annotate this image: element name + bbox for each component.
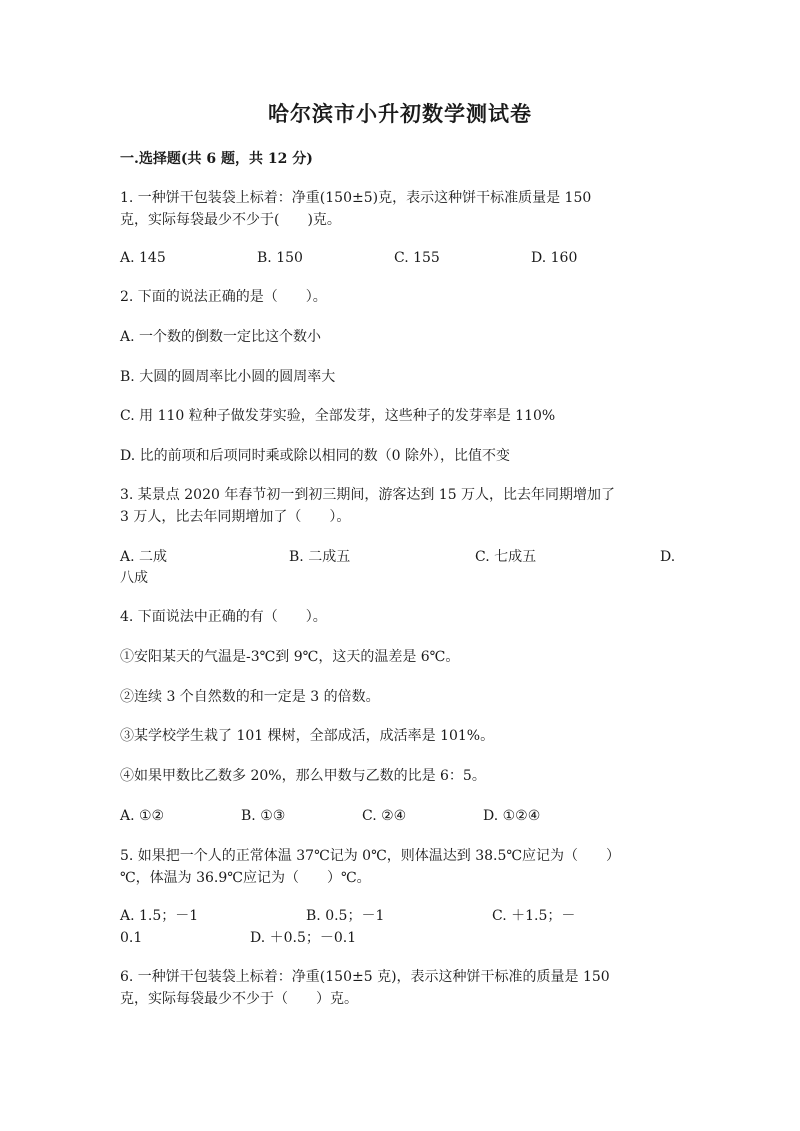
question-2-line-1: 2. 下面的说法正确的是（ ）。	[120, 289, 327, 305]
question-3-option-b: B. 二成五	[289, 549, 351, 565]
question-4-option-b: B. ①③	[241, 808, 286, 824]
question-3-option-a: A. 二成	[120, 549, 168, 565]
question-5-line-2: ℃，体温为 36.9℃应记为（ ）℃。	[120, 870, 371, 886]
question-1-option-a: A. 145	[120, 250, 166, 266]
question-4-statement-1: ①安阳某天的气温是-3℃到 9℃，这天的温差是 6℃。	[120, 649, 460, 665]
question-5-option-c: C. ＋1.5；－	[492, 908, 576, 924]
question-4-statement-4: ④如果甲数比乙数多 20%，那么甲数与乙数的比是 6：5。	[120, 768, 486, 784]
question-4-option-a: A. ①②	[120, 808, 165, 824]
question-3-line-2: 3 万人，比去年同期增加了（ ）。	[120, 509, 351, 525]
question-3-option-d-text: 八成	[120, 570, 148, 586]
question-4-line-1: 4. 下面说法中正确的有（ ）。	[120, 609, 327, 625]
question-5-line-1: 5. 如果把一个人的正常体温 37℃记为 0℃，则体温达到 38.5℃应记为（ ）	[120, 848, 621, 864]
question-6-line-2: 克，实际每袋最少不少于（ ）克。	[120, 991, 358, 1007]
question-4-statement-3: ③某学校学生栽了 101 棵树，全部成活，成活率是 101%。	[120, 728, 495, 744]
question-2-option-d: D. 比的前项和后项同时乘或除以相同的数（0 除外），比值不变	[120, 448, 510, 464]
question-5-option-b: B. 0.5；－1	[306, 908, 385, 924]
question-1-option-c: C. 155	[394, 250, 440, 266]
question-2-option-b: B. 大圆的圆周率比小圆的圆周率大	[120, 369, 336, 385]
section-heading: 一.选择题(共 6 题，共 12 分)	[120, 151, 313, 167]
question-1-line-2: 克，实际每袋最少不少于( )克。	[120, 212, 341, 228]
question-2-option-a: A. 一个数的倒数一定比这个数小	[120, 329, 322, 345]
question-4-option-d: D. ①②④	[483, 808, 541, 824]
question-3-option-c: C. 七成五	[475, 549, 537, 565]
question-3-line-1: 3. 某景点 2020 年春节初一到初三期间，游客达到 15 万人，比去年同期增加了	[120, 487, 616, 503]
question-4-statement-2: ②连续 3 个自然数的和一定是 3 的倍数。	[120, 689, 380, 705]
question-5-option-a: A. 1.5；－1	[120, 908, 199, 924]
page-title: 哈尔滨市小升初数学测试卷	[268, 101, 532, 126]
question-1-option-d: D. 160	[531, 250, 578, 266]
question-1-option-b: B. 150	[257, 250, 303, 266]
question-6-line-1: 6. 一种饼干包装袋上标着：净重(150±5 克)，表示这种饼干标准的质量是 150	[120, 969, 610, 985]
question-2-option-c: C. 用 110 粒种子做发芽实验，全部发芽，这些种子的发芽率是 110%	[120, 408, 556, 424]
question-1-line-1: 1. 一种饼干包装袋上标着：净重(150±5)克，表示这种饼干标准质量是 150	[120, 190, 592, 206]
question-5-option-d: D. ＋0.5；－0.1	[250, 930, 357, 946]
question-4-option-c: C. ②④	[362, 808, 407, 824]
question-5-option-c-text: 0.1	[120, 930, 143, 946]
question-3-option-d: D.	[660, 549, 676, 565]
